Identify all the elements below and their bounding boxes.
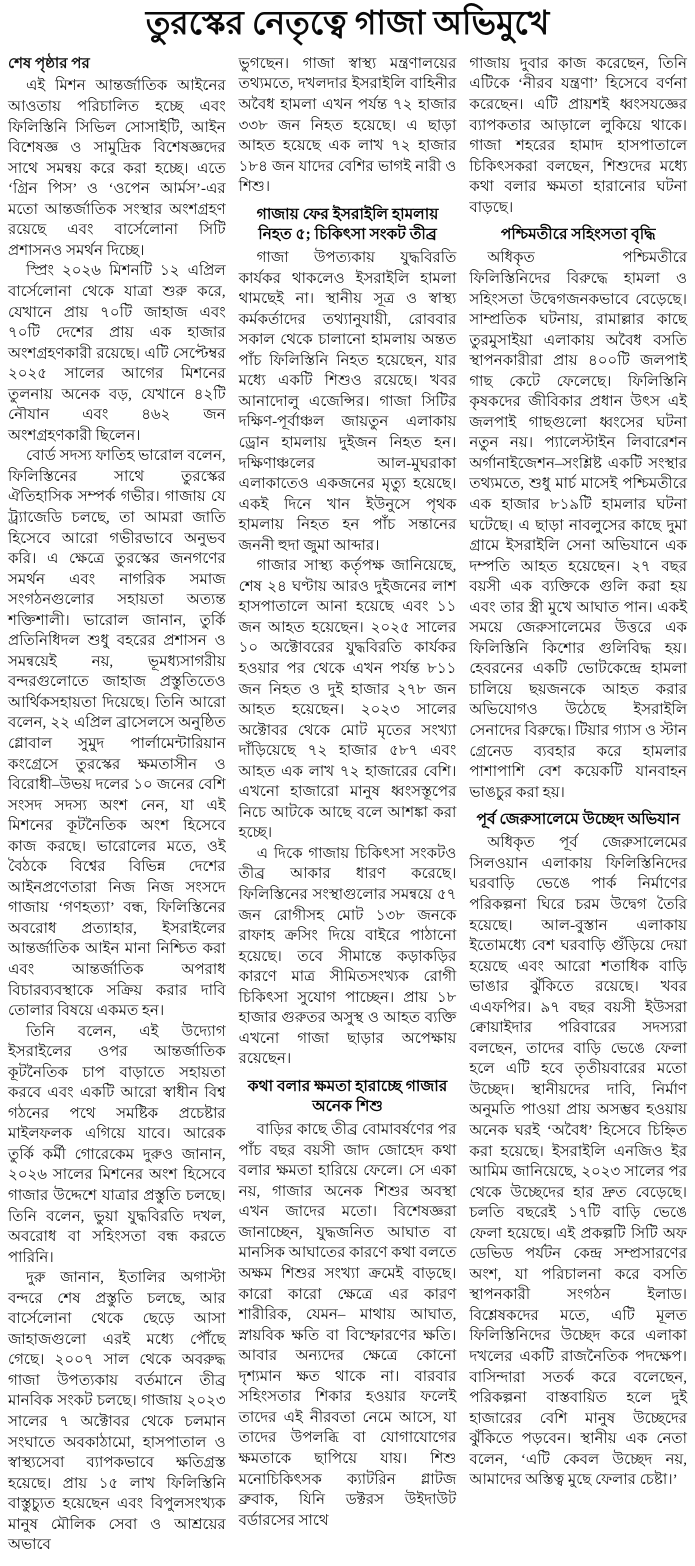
section-subhead: কথা বলার ক্ষমতা হারাচ্ছে গাজার অনেক শিশু xyxy=(247,1077,448,1116)
article-columns xyxy=(8,54,687,1556)
body-paragraph: গাজার সাস্থ্য কর্তৃপক্ষ জানিয়েছে, শেষ ২৪ ঘণ্টায় আরও দুইজনের লাশ হাসপাতালে আনা হয়েছে এবং ১১ জন আহত হয়েছেন। ২০২৫ সালের ১০ অক্টোবরের যুদ্ধবিরতি কার্যকর হওয়ার পর থেকে এখন পর্যন্ত ৮১১ জন নিহত ও দুই হাজার ২৭৮ জন আহত হয়েছেন। ২০২৩ সালের অক্টোবর থেকে মোট মৃতের সংখ্যা দাঁড়িয়েছে ৭২ হাজার ৫৮৭ এবং আহত এক লাখ ৭২ হাজারের বেশি। এখনো হাজারো মানুষ ধ্বংসস্তূপের নিচে আটকে আছে বলে আশঙ্কা করা হচ্ছে। xyxy=(238,558,457,842)
section-subhead: পশ্চিমতীরে সহিংসতা বৃদ্ধি xyxy=(500,226,656,244)
continued-from-last-page-marker: শেষ পৃষ্ঠার পর xyxy=(8,55,90,72)
body-paragraph: অধিকৃত পশ্চিমতীরে ফিলিস্তিনিদের বিরুদ্ধে হামলা ও সহিংসতা উদ্বেগজনকভাবে বেড়েছে। সাম্প্রতিক ঘটনায়, রামাল্লার কাছে তুরমুসাইয়া এলাকায় অবৈধ বসতি স্থাপনকারীরা প্রায় ৪০০টি জলপাই গাছ কেটে ফেলেছে। ফিলিস্তিনি কৃষকদের জীবিকার প্রধান উৎস এই জলপাই গাছগুলো ধ্বংসের ঘটনা নতুন নয়। প্যালেস্টাইন লিবারেশন অর্গানাইজেশন–সংশ্লিষ্ট একটি সংস্থার তথ্যমতে, শুধু মার্চ মাসেই পশ্চিমতীরে এক হাজার ৮১৯টি হামলার ঘটনা ঘটেছে। এ ছাড়া নাবলুসের কাছে দুমা গ্রামে ইসরাইলি সেনা অভিযানে এক দম্পতি আহত হয়েছেন। ২৭ বছর বয়সী এক ব্যক্তিকে গুলি করা হয় এবং তার স্ত্রী মুখে আঘাত পান। একই সময়ে জেরুসালেমের উত্তরে এক ফিলিস্তিনি কিশোর গুলিবিদ্ধ হয়। হেবরনের একটি ভোটকেন্দ্রে হামলা চালিয়ে ছয়জনকে আহত করার অভিযোগও উঠেছে ইসরাইলি সেনাদের বিরুদ্ধে। টিয়ার গ্যাস ও স্টান গ্রেনেড ব্যবহার করে হামলার পাশাপাশি বেশ কয়েকটি যানবাহন ভাঙচুর করা হয়। xyxy=(469,250,688,801)
body-paragraph: গাজায় দুবার কাজ করেছেন, তিনি এটিকে ‘নীরব যন্ত্রণা’ হিসেবে বর্ণনা করেছেন। এটি প্রায়শই ধ্বংসযজ্ঞের ব্যাপকতার আড়ালে লুকিয়ে থাকে। গাজা শহরের হামাদ হাসপাতালে চিকিৎসকরা বলছেন, শিশুদের মধ্যে কথা বলার ক্ষমতা হারানোর ঘটনা বাড়ছে। xyxy=(469,55,688,216)
body-paragraph: এ দিকে গাজায় চিকিৎসা সংকটও তীব্র আকার ধারণ করেছে। ফিলিস্তিনের সংস্থাগুলোর সমন্বয়ে ৫৭ জন রোগীসহ মোট ১৩৮ জনকে রাফাহ ক্রসিং দিয়ে বাইরে পাঠানো হয়েছে। তবে সীমান্তে কড়াকড়ির কারণে মাত্র সীমিতসংখ্যক রোগী চিকিৎসা সুযোগ পাচ্ছেন। প্রায় ১৮ হাজার গুরুতর অসুস্থ ও আহত ব্যক্তি এখনো গাজা ছাড়ার অপেক্ষায় রয়েছেন। xyxy=(238,845,457,1068)
article-title: তুরস্কের নেতৃত্বে গাজা অভিমুখে xyxy=(145,6,550,42)
body-paragraph: ভুগছেন। গাজা স্বাস্থ্য মন্ত্রণালয়ের তথ্যমতে, দখলদার ইসরাইলি বাহিনীর অবৈধ হামলা এখন পর্যন্ত ৭২ হাজার ৩৩৮ জন নিহত হয়েছে। এ ছাড়া আহত হয়েছে এক লাখ ৭২ হাজার ১৮৪ জন যাদের বেশির ভাগই নারী ও শিশু। xyxy=(238,55,457,196)
body-paragraph: তিনি বলেন, এই উদ্যোগ ইসরাইলের ওপর আন্তর্জাতিক কূটনৈতিক চাপ বাড়াতে সহায়তা করবে এবং একটি আরো স্বাধীন বিশ্ব গঠনের পথে সমষ্টিক প্রচেষ্টার মাইলফলক এগিয়ে যাবে। আরেক তুর্কি কর্মী গোরেকেম দুরুও জানান, ২০২৬ সালের মিশনের অংশ হিসেবে গাজার উদ্দেশে যাত্রার প্রস্তুতি চলছে। তিনি বলেন, ভুয়া যুদ্ধবিরতি দখল, অবরোধ বা সহিংসতা বন্ধ করতে পারিনি। xyxy=(8,1023,226,1266)
body-paragraph: এই মিশন আন্তর্জাতিক আইনের আওতায় পরিচালিত হচ্ছে এবং ফিলিস্তিনি সিভিল সোসাইটি, আইন বিশেষজ্ঞ ও সামুদ্রিক বিশেষজ্ঞদের সাথে সমন্বয় করে করা হচ্ছে। এতে ‘গ্রিন পিস’ ও ‘ওপেন আর্মস’-এর মতো আন্তর্জাতিক সংস্থার অংশগ্রহণ রয়েছে এবং বার্সেলোনা সিটি প্রশাসনও সমর্থন দিচ্ছে। xyxy=(8,78,226,259)
body-paragraph: অধিকৃত পূর্ব জেরুসালেমের সিলওয়ান এলাকায় ফিলিস্তিনিদের ঘরবাড়ি ভেঙে পার্ক নির্মাণের পরিকল্পনা ঘিরে চরম উদ্বেগ তৈরি হয়েছে। আল-বুস্তান এলাকায় ইতোমধ্যে বেশ ঘরবাড়ি গুঁড়িয়ে দেয়া হয়েছে এবং আরো শতাধিক বাড়ি ভাঙার ঝুঁকিতে রয়েছে। খবর এএফপির। ৯৭ বছর বয়সী ইউসরা ক্বোয়াইদার পরিবারের সদস্যরা বলছেন, তাদের বাড়ি ভেঙে ফেলা হলে এটি হবে তৃতীয়বারের মতো উচ্ছেদ। স্থানীয়দের দাবি, নির্মাণ অনুমতি পাওয়া প্রায় অসম্ভব হওয়ায় অনেক ঘরই ‘অবৈধ’ হিসেবে চিহ্নিত করা হয়েছে। ইসরাইলি এনজিও ইর আমিম জানিয়েছে, ২০২৩ সালের পর থেকে উচ্ছেদের হার দ্রুত বেড়েছে। চলতি বছরেই ১৭টি বাড়ি ভেঙে ফেলা হয়েছে। এই প্রকল্পটি সিটি অফ ডেভিড পর্যটন কেন্দ্র সম্প্রসারণের অংশ, যা পরিচালনা করে বসতি স্থাপনকারী সংগঠন ইলাড। বিশ্লেষকদের মতে, এটি মূলত ফিলিস্তিনিদের উচ্ছেদ করে এলাকা দখলের একটি রাজনৈতিক পদক্ষেপ। বাসিন্দারা সতর্ক করে বলেছেন, পরিকল্পনা বাস্তবায়িত হলে দুই হাজারের বেশি মানুষ উচ্ছেদের ঝুঁকিতে পড়বেন। স্থানীয় এক নেতা বলেন, ‘এটি কেবল উচ্ছেদ নয়, আমাদের অস্তিত্ব মুছে ফেলার চেষ্টা।’ xyxy=(469,835,688,1489)
body-paragraph: বোর্ড সদস্য ফাতিহ ভারোল বলেন, ফিলিস্তিনের সাথে তুরস্কের ঐতিহাসিক সম্পর্ক গভীর। গাজায় যে ট্র্যাজেডি চলছে, তা আমরা জাতি হিসেবে আরো গভীরভাবে অনুভব করি। এ ক্ষেত্রে তুরস্কের জনগণের সমর্থন এবং নাগরিক সমাজ সংগঠনগুলোর সহায়তা অত্যন্ত শক্তিশালী। ভারোল জানান, তুর্কি প্রতিনিধিদল শুধু বহরের প্রশাসন ও সমন্বয়েই নয়, ভূমধ্যসাগরীয় বন্দরগুলোতে জাহাজ প্রস্তুতিতেও আর্থিকসহায়তা দিয়েছে। তিনি আরো বলেন, ২২ এপ্রিল ব্রাসেলসে অনুষ্ঠিত গ্লোবাল সুমুদ পার্লামেন্টারিয়ান কংগ্রেসে তুরস্কের ক্ষমতাসীন ও বিরোধী–উভয় দলের ১০ জনের বেশি সংসদ সদস্য অংশ নেন, যা এই মিশনের কূটনৈতিক অংশ হিসেবে কাজ করছে। ভারোলের মতে, ওই বৈঠকে বিশ্বের বিভিন্ন দেশের আইনপ্রণেতারা নিজ নিজ সংসদে গাজায় ‘গণহত্যা’ বন্ধ, ফিলিস্তিনের অবরোধ প্রত্যাহার, ইসরাইলের আন্তর্জাতিক আইন মানা নিশ্চিত করা এবং আন্তর্জাতিক অপরাধ বিচারব্যবস্থাকে সক্রিয় করার দাবি তোলার বিষয়ে একমত হন। xyxy=(8,448,226,1020)
column-3 xyxy=(469,54,687,1491)
section-subhead: গাজায় ফের ইসরাইলি হামলায় নিহত ৫; চিকিৎসা সংকট তীব্র xyxy=(256,205,439,243)
section-subhead: পূর্ব জেরুসালেমে উচ্ছেদ অভিযান xyxy=(476,811,680,829)
column-2 xyxy=(239,54,457,1531)
body-paragraph: স্প্রিং ২০২৬ মিশনটি ১২ এপ্রিল বার্সেলোনা থেকে যাত্রা শুরু করে, যেখানে প্রায় ৭০টি জাহাজ এবং ৭০টি দেশের প্রায় এক হাজার অংশগ্রহণকারী রয়েছে। এটি সেপ্টেম্বর ২০২৫ সালের আগের মিশনের তুলনায় অনেক বড়, যেখানে ৪২টি নৌযান এবং ৪৬২ জন অংশগ্রহণকারী ছিলেন। xyxy=(8,263,226,444)
column-1 xyxy=(8,54,226,1556)
body-paragraph: গাজা উপত্যকায় যুদ্ধবিরতি কার্যকর থাকলেও ইসরাইলি হামলা থামছেই না। স্থানীয় সূত্র ও স্বাস্থ্য কর্মকর্তাদের তথ্যানুযায়ী, রোববার সকাল থেকে চালানো হামলায় অন্তত পাঁচ ফিলিস্তিনি নিহত হয়েছেন, যার মধ্যে একটি শিশুও রয়েছে। খবর আনাদোলু এজেন্সির। গাজা সিটির দক্ষিণ-পূর্বাঞ্চল জায়তুন এলাকায় ড্রোন হামলায় দুইজন নিহত হন। দক্ষিণাঞ্চলের আল-মুঘরাকা এলাকাতেও একজনের মৃত্যু হয়েছে। একই দিনে খান ইউনুসে পৃথক হামলায় নিহত হন পাঁচ সন্তানের জননী হুদা জুমা আব্দার। xyxy=(238,250,457,554)
body-paragraph: বাড়ির কাছে তীব্র বোমাবর্ষণের পর পাঁচ বছর বয়সী জাদ জোহেদ কথা বলার ক্ষমতা হারিয়ে ফেলে। সে একা নয়, গাজার অনেক শিশুর অবস্থা এখন জাদের মতো। বিশেষজ্ঞরা জানাচ্ছেন, যুদ্ধজনিত আঘাত বা মানসিক আঘাতের কারণে কথা বলতে অক্ষম শিশুর সংখ্যা ক্রমেই বাড়ছে। কারো কারো ক্ষেত্রে এর কারণ শারীরিক, যেমন– মাথায় আঘাত, স্নায়বিক ক্ষতি বা বিস্ফোরণের ক্ষতি। আবার অন্যদের ক্ষেত্রে কোনো দৃশ্যমান ক্ষত থাকে না। বারবার সহিংসতার শিকার হওয়ার ফলেই তাদের এই নীরবতা নেমে আসে, যা তাদের উপলব্ধি বা যোগাযোগের ক্ষমতাকে ছাপিয়ে যায়। শিশু মনোচিকিৎসক ক্যাটরিন গ্লাটজ ব্রুবাক, যিনি ডক্টরস উইদাউট বর্ডারসের সাথে xyxy=(238,1122,457,1529)
body-paragraph: দুরু জানান, ইতালির অগাস্টা বন্দরে শেষ প্রস্তুতি চলছে, আর বার্সেলোনা থেকে ছেড়ে আসা জাহাজগুলো এরই মধ্যে পৌঁছে গেছে। ২০০৭ সাল থেকে অবরুদ্ধ গাজা উপত্যকায় বর্তমানে তীব্র মানবিক সংকট চলছে। গাজায় ২০২৩ সালের ৭ অক্টোবর থেকে চলমান সংঘাতে অবকাঠামো, হাসপাতাল ও স্বাস্থ্যসেবা ব্যাপকভাবে ক্ষতিগ্রস্ত হয়েছে। প্রায় ১৫ লাখ ফিলিস্তিনি বাস্তুচ্যুত হয়েছেন এবং বিপুলসংখ্যক মানুষ মৌলিক সেবা ও আশ্রয়ের অভাবে xyxy=(8,1270,226,1554)
